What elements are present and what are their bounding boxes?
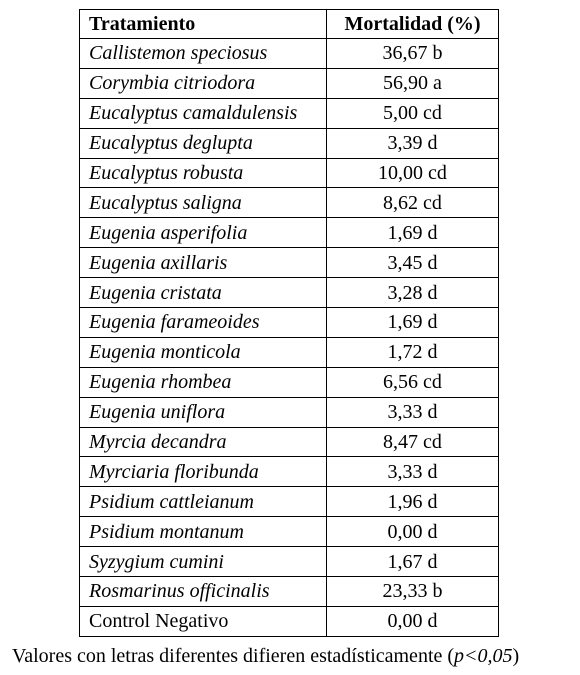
table-header-row [80,10,499,39]
footnote-text: Valores con letras diferentes difieren estadísticamente ( [12,645,455,667]
table-row [80,547,499,577]
treatment-cell: Psidium montanum [80,517,327,547]
table-row [80,397,499,427]
mortality-cell: 1,69 d [327,218,499,248]
mortality-cell: 6,56 cd [327,367,499,397]
mortality-cell: 8,47 cd [327,427,499,457]
treatment-cell: Eugenia asperifolia [80,218,327,248]
table-row [80,367,499,397]
mortality-cell: 1,72 d [327,337,499,367]
footnote [12,642,519,670]
table-row [80,487,499,517]
mortality-cell: 36,67 b [327,39,499,69]
header-treatment: Tratamiento [80,10,327,39]
mortality-cell: 3,28 d [327,278,499,308]
table-row [80,337,499,367]
footnote-p-value: p<0,05 [454,645,513,667]
table-row [80,517,499,547]
treatment-cell: Eucalyptus camaldulensis [80,98,327,128]
table-row [80,577,499,607]
table-body [80,39,499,637]
mortality-cell: 10,00 cd [327,158,499,188]
treatment-cell: Myrciaria floribunda [80,457,327,487]
table-row [80,158,499,188]
treatment-cell: Myrcia decandra [80,427,327,457]
table-row [80,278,499,308]
treatment-cell: Eugenia rhombea [80,367,327,397]
treatment-cell: Eugenia monticola [80,337,327,367]
treatment-cell: Psidium cattleianum [80,487,327,517]
table-row [80,427,499,457]
treatment-cell: Syzygium cumini [80,547,327,577]
treatment-cell: Corymbia citriodora [80,68,327,98]
treatment-cell: Rosmarinus officinalis [80,577,327,607]
table-row [80,98,499,128]
treatment-cell: Eugenia uniflora [80,397,327,427]
table-row [80,218,499,248]
treatment-cell: Eucalyptus deglupta [80,128,327,158]
mortality-cell: 0,00 d [327,517,499,547]
treatment-cell: Eugenia cristata [80,278,327,308]
table-row [80,457,499,487]
table-row [80,39,499,69]
mortality-cell: 3,33 d [327,457,499,487]
mortality-cell: 3,45 d [327,248,499,278]
table-row [80,68,499,98]
mortality-cell: 1,67 d [327,547,499,577]
mortality-table [79,9,499,637]
table-row [80,188,499,218]
treatment-cell: Eucalyptus saligna [80,188,327,218]
treatment-cell: Eugenia axillaris [80,248,327,278]
treatment-cell: Callistemon speciosus [80,39,327,69]
mortality-cell: 0,00 d [327,606,499,636]
mortality-cell: 3,33 d [327,397,499,427]
mortality-cell: 1,69 d [327,308,499,338]
header-mortality: Mortalidad (%) [327,10,499,39]
table-row [80,128,499,158]
footnote-close: ) [512,645,520,667]
mortality-cell: 56,90 a [327,68,499,98]
mortality-cell: 1,96 d [327,487,499,517]
treatment-cell: Eugenia farameoides [80,308,327,338]
treatment-cell: Control Negativo [80,606,327,636]
mortality-cell: 23,33 b [327,577,499,607]
mortality-cell: 8,62 cd [327,188,499,218]
table-row [80,308,499,338]
table-row [80,248,499,278]
mortality-cell: 3,39 d [327,128,499,158]
table-row [80,606,499,636]
treatment-cell: Eucalyptus robusta [80,158,327,188]
mortality-cell: 5,00 cd [327,98,499,128]
